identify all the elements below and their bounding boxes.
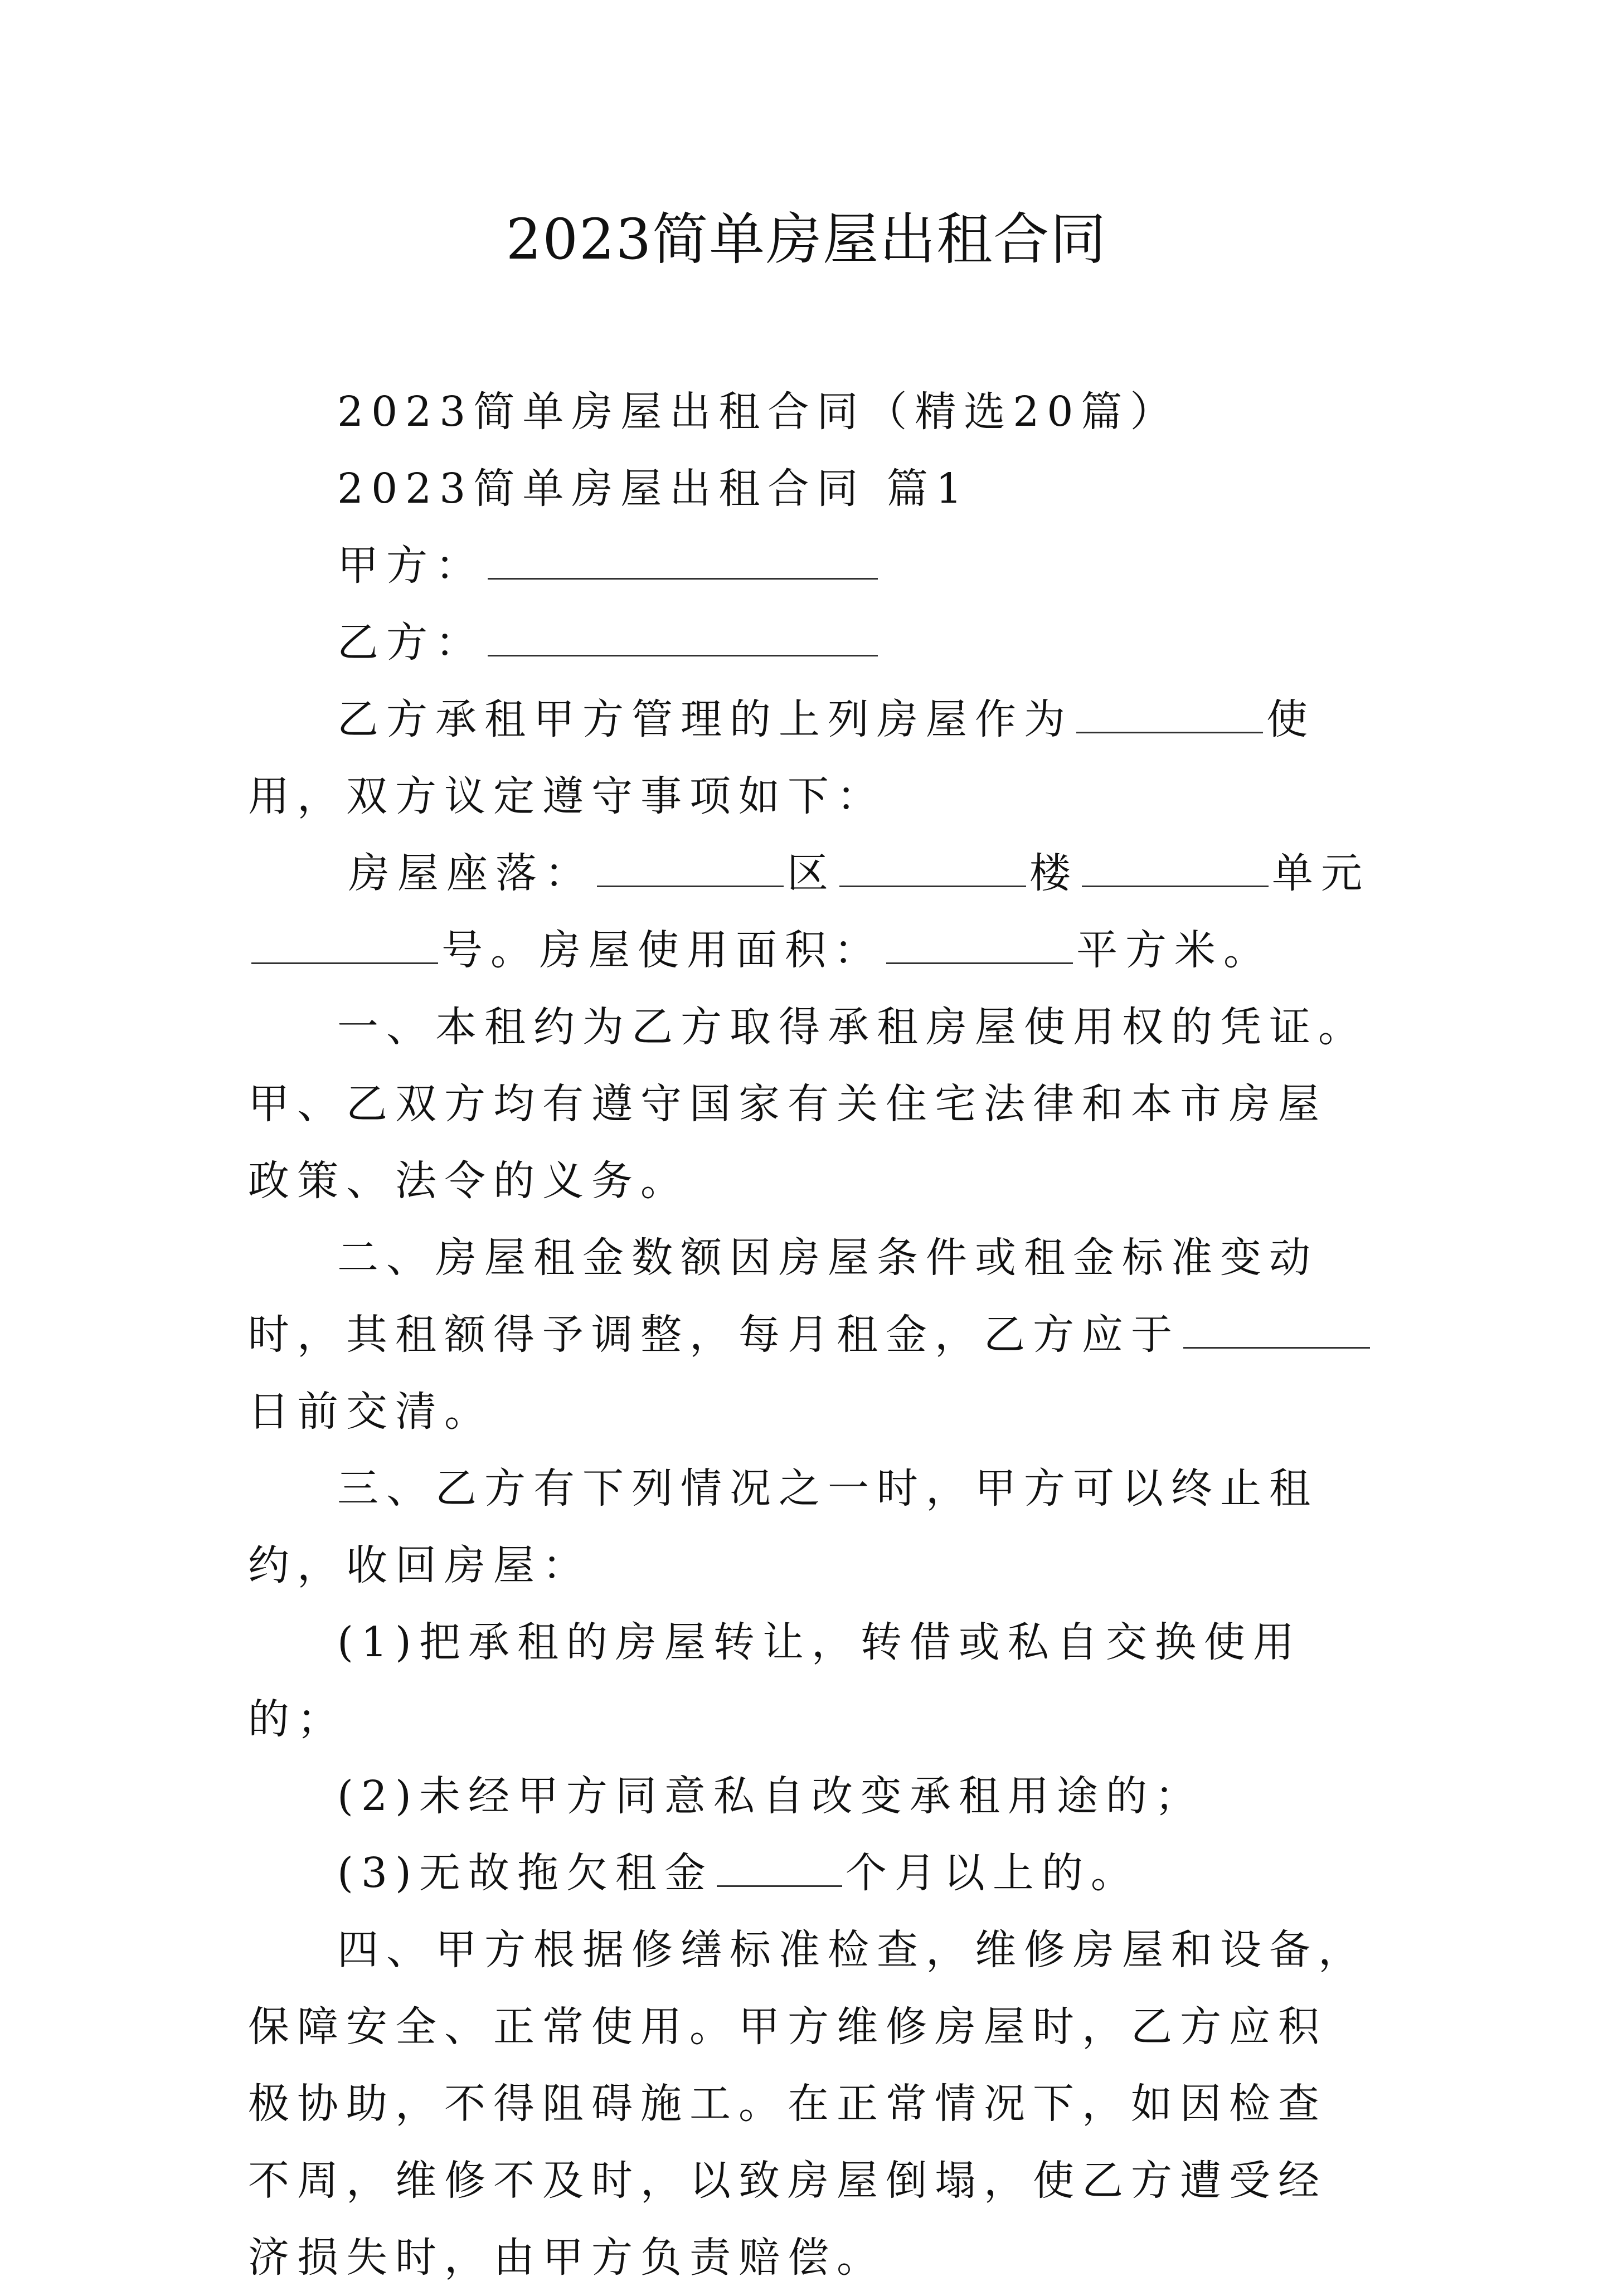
- clause-3-item-3: [248, 1835, 1374, 1911]
- party-b-label: 乙方：: [337, 619, 484, 667]
- clause-2: [248, 1219, 1374, 1450]
- clause-3-item-2: (2)未经甲方同意私自改变承租用途的；: [337, 1772, 1204, 1820]
- party-a-blank: [488, 539, 878, 580]
- location-paragraph: [248, 835, 1374, 989]
- clause-2-before: 二、房屋租金数额因房屋条件或租金标准变动时，其租额得予调整，每月租金，乙方应于: [248, 1234, 1318, 1359]
- area-blank: [886, 923, 1073, 964]
- item-3-before: (3)无故拖欠租金: [337, 1849, 713, 1897]
- section-heading: 2023简单房屋出租合同 篇1: [337, 465, 970, 513]
- clause-3: 三、乙方有下列情况之一时，甲方可以终止租约，收回房屋：: [248, 1465, 1318, 1589]
- area-unit-label: 平方米。: [1076, 926, 1272, 974]
- usage-paragraph: [248, 681, 1374, 835]
- clause-4: 四、甲方根据修缮标准检查，维修房屋和设备，保障安全、正常使用。甲方维修房屋时，乙方应积极协助，不得阻碍施工。在正常情况下，如因检查不周，维修不及时，以致房屋倒塌，使乙方遭受经济损失时，由甲方负责赔偿。: [248, 1926, 1367, 2282]
- clause-1: 一、本租约为乙方取得承租房屋使用权的凭证。甲、乙双方均有遵守国家有关住宅法律和本市房屋政策、法令的义务。: [248, 1003, 1367, 1205]
- usage-text-after: 使用，双方议定遵守事项如下：: [248, 695, 1315, 820]
- document-body: [248, 373, 1374, 2296]
- number-blank: [251, 923, 438, 964]
- party-b-line: [248, 604, 1374, 681]
- location-label: 房屋座落：: [348, 849, 594, 897]
- subtitle: 2023简单房屋出租合同（精选20篇）: [337, 388, 1179, 436]
- clause-2-after: 日前交清。: [248, 1388, 493, 1436]
- building-blank: [839, 847, 1026, 887]
- building-label: 楼: [1029, 849, 1078, 897]
- unit-label: 单元: [1272, 849, 1370, 897]
- party-b-blank: [488, 616, 878, 656]
- months-blank: [717, 1846, 842, 1887]
- number-label: 号。房屋使用面积：: [441, 926, 883, 974]
- party-a-line: [248, 527, 1374, 604]
- clause-3-item-1: (1)把承租的房屋转让，转借或私自交换使用的；: [248, 1618, 1302, 1743]
- unit-blank: [1082, 847, 1269, 887]
- document-title: 2023简单房屋出租合同: [506, 207, 1107, 272]
- usage-text-before: 乙方承租甲方管理的上列房屋作为: [337, 695, 1073, 743]
- party-a-label: 甲方：: [337, 542, 484, 590]
- district-blank: [597, 847, 784, 887]
- district-label: 区: [787, 849, 836, 897]
- payment-day-blank: [1183, 1308, 1370, 1349]
- usage-blank: [1076, 693, 1263, 733]
- item-3-after: 个月以上的。: [845, 1849, 1140, 1897]
